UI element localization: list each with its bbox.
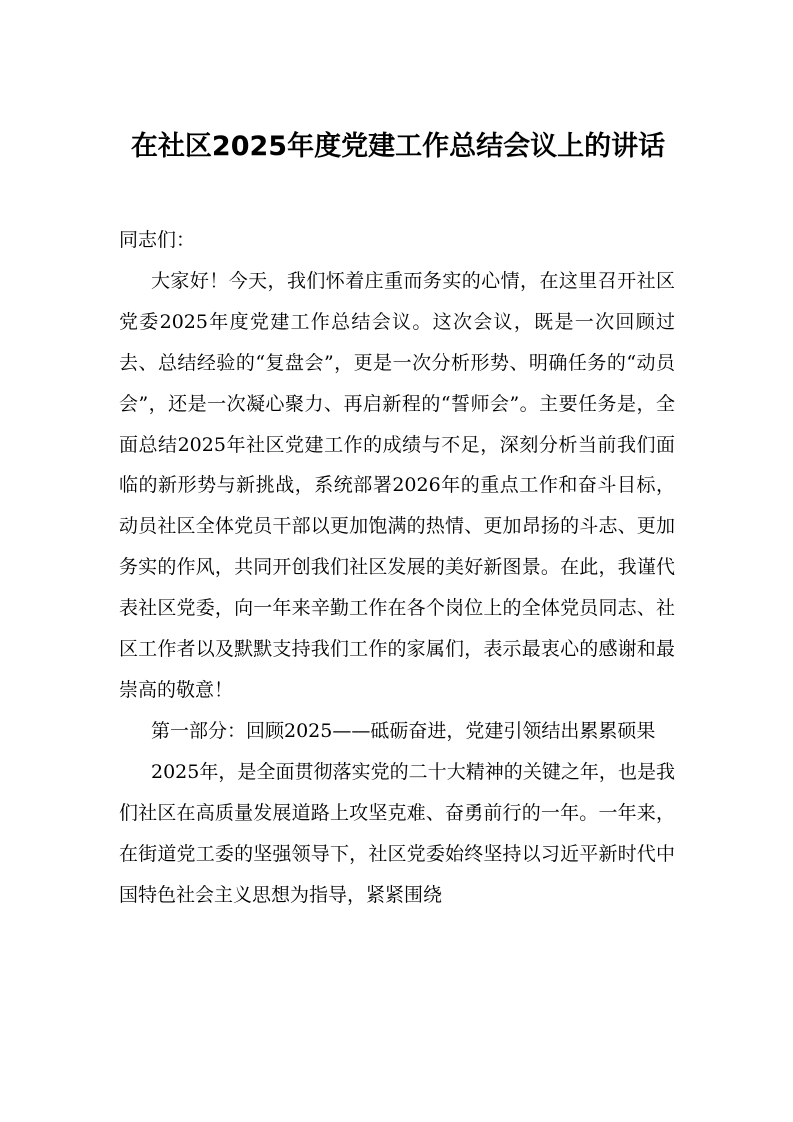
- document-body: [119, 220, 675, 915]
- document-title: 在社区2025年度党建工作总结会议上的讲话: [130, 131, 666, 162]
- section-heading: 第一部分：回顾2025——砥砺奋进，党建引领结出累累硕果: [151, 719, 656, 742]
- paragraph-review: 2025年，是全面贯彻落实党的二十大精神的关键之年，也是我们社区在高质量发展道路上攻坚克难、奋勇前行的一年。一年来，在街道党工委的坚强领导下，社区党委始终坚持以习近平新时代中国特色社会主义思想为指导，紧紧围绕: [119, 760, 675, 906]
- paragraph-opening: 大家好！今天，我们怀着庄重而务实的心情，在这里召开社区党委2025年度党建工作总结会议。这次会议，既是一次回顾过去、总结经验的“复盘会”，更是一次分析形势、明确任务的“动员会”，还是一次凝心聚力、再启新程的“誓师会”。主要任务是，全面总结2025年社区党建工作的成绩与不足，深刻分析当前我们面临的新形势与新挑战，系统部署2026年的重点工作和奋斗目标，动员社区全体党员干部以更加饱满的热情、更加昂扬的斗志、更加务实的作风，共同开创我们社区发展的美好新图景。在此，我谨代表社区党委，向一年来辛勤工作在各个岗位上的全体党员同志、社区工作者以及默默支持我们工作的家属们，表示最衷心的感谢和最崇高的敬意！: [119, 269, 675, 701]
- salutation: 同志们：: [119, 229, 196, 251]
